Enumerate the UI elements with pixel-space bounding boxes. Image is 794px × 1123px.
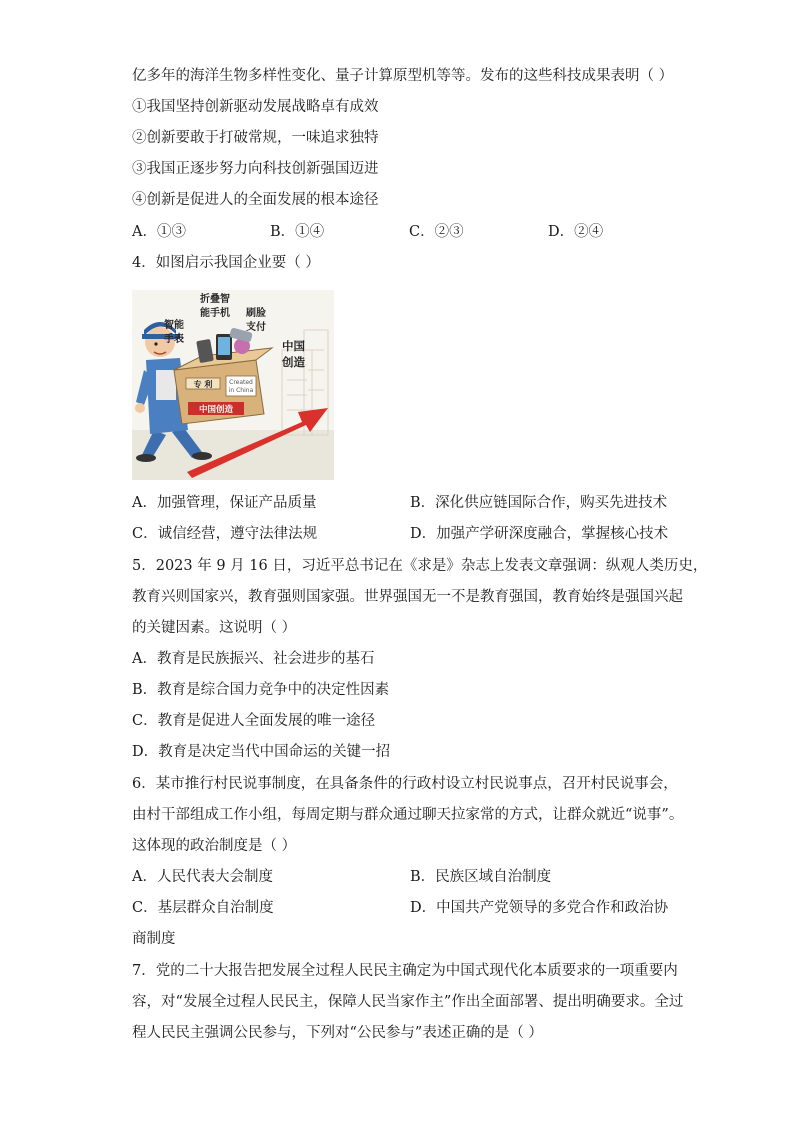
facepay-label-1: 刷脸 — [246, 308, 266, 319]
q4-option-c[interactable]: C．诚信经营，遵守法律法规 — [132, 526, 318, 542]
q3-option-d[interactable]: D．②④ — [548, 224, 604, 240]
madein-label-1: 中国 — [282, 339, 305, 353]
q5-stem-line-3: 的关键因素。这说明（ ） — [132, 620, 297, 636]
q5-option-b[interactable]: B．教育是综合国力竞争中的决定性因素 — [132, 682, 390, 698]
q3-statement-1: ①我国坚持创新驱动发展战略卓有成效 — [132, 99, 379, 115]
q6-option-d-continued: 商制度 — [132, 931, 176, 947]
q4-stem: 4．如图启示我国企业要（ ） — [132, 255, 320, 271]
q3-option-c[interactable]: C．②③ — [409, 224, 464, 240]
q6-option-b[interactable]: B．民族区域自治制度 — [410, 869, 552, 885]
q3-statement-4: ④创新是促进人的全面发展的根本途径 — [132, 192, 379, 208]
q3-option-a[interactable]: A．①③ — [132, 224, 186, 240]
q6-stem-line-3: 这体现的政治制度是（ ） — [132, 838, 297, 854]
q3-option-b[interactable]: B．①④ — [270, 224, 325, 240]
foldphone-label-1: 折叠智 — [200, 294, 230, 305]
box-created-line-1: Created — [229, 379, 253, 386]
box-tag-label: 专 利 — [193, 380, 213, 389]
q4-option-d[interactable]: D．加强产学研深度融合，掌握核心技术 — [410, 526, 669, 542]
q7-stem-line-2: 容，对“发展全过程人民民主，保障人民当家作主”作出全面部署、提出明确要求。全过 — [132, 994, 684, 1010]
q6-option-a[interactable]: A．人民代表大会制度 — [132, 869, 273, 885]
q5-option-c[interactable]: C．教育是促进人全面发展的唯一途径 — [132, 713, 376, 729]
box-band-label: 中国创造 — [198, 405, 234, 415]
smartwatch-label-2: 手表 — [164, 334, 184, 345]
q6-option-c[interactable]: C．基层群众自治制度 — [132, 900, 274, 916]
foldphone-label-2: 能手机 — [200, 308, 230, 319]
q5-stem-line-1: 5．2023 年 9 月 16 日，习近平总书记在《求是》杂志上发表文章强调：纵观人类历史， — [132, 558, 708, 574]
q6-option-d[interactable]: D．中国共产党领导的多党合作和政治协 — [410, 900, 669, 916]
q3-stem-line: 亿多年的海洋生物多样性变化、量子计算原型机等等。发布的这些科技成果表明（ ） — [132, 68, 674, 84]
box-created-line-2: in China — [228, 387, 254, 394]
q3-statement-3: ③我国正逐步努力向科技创新强国迈进 — [132, 161, 379, 177]
q6-stem-line-1: 6．某市推行村民说事制度，在具备条件的行政村设立村民说事点，召开村民说事会， — [132, 776, 678, 792]
q7-stem-line-3: 程人民民主强调公民参与，下列对“公民参与”表述正确的是（ ） — [132, 1025, 543, 1041]
facepay-label-2: 支付 — [246, 322, 266, 333]
q4-option-a[interactable]: A．加强管理，保证产品质量 — [132, 495, 317, 511]
q4-cartoon-figure — [132, 290, 334, 480]
q6-stem-line-2: 由村干部组成工作小组，每周定期与群众通过聊天拉家常的方式，让群众就近“说事”。 — [132, 807, 684, 823]
q5-stem-line-2: 教育兴则国家兴，教育强则国家强。世界强国无一不是教育强国，教育始终是强国兴起 — [132, 589, 683, 605]
q7-stem-line-1: 7．党的二十大报告把发展全过程人民民主确定为中国式现代化本质要求的一项重要内 — [132, 963, 678, 979]
q5-option-a[interactable]: A．教育是民族振兴、社会进步的基石 — [132, 651, 375, 667]
q4-option-b[interactable]: B．深化供应链国际合作，购买先进技术 — [410, 495, 668, 511]
madein-label-2: 创造 — [282, 355, 305, 369]
smartwatch-label-1: 智能 — [164, 320, 184, 331]
cartoon-illustration — [132, 290, 334, 480]
q3-statement-2: ②创新要敢于打破常规，一味追求独特 — [132, 130, 379, 146]
q5-option-d[interactable]: D．教育是决定当代中国命运的关键一招 — [132, 744, 391, 760]
